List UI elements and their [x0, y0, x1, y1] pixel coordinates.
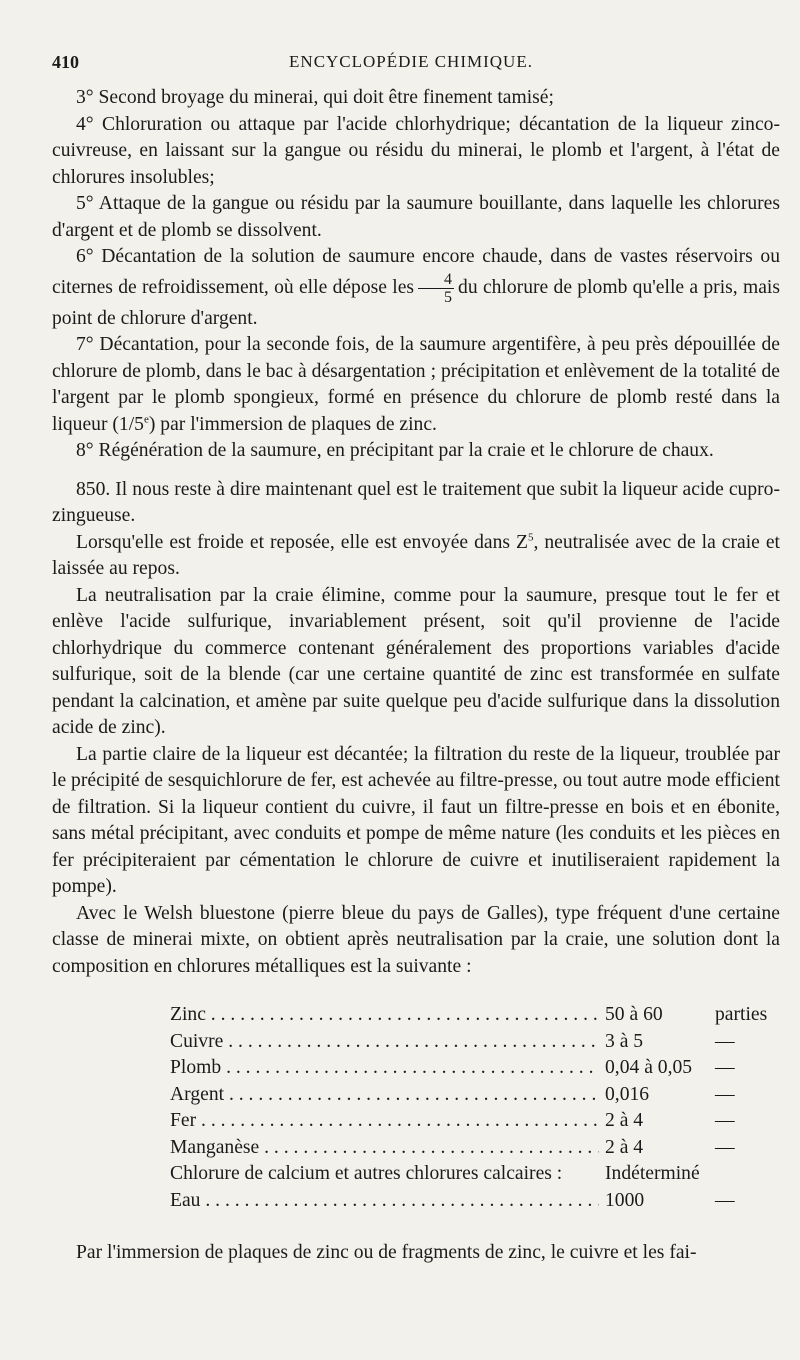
component-name: Zinc . . . [170, 1002, 599, 1029]
step-7-text-after: ) par l'immersion de plaques de zinc. [148, 413, 437, 435]
component-unit: — [715, 1110, 735, 1131]
paragraph-text-after: , neutralisée avec de la craie et laissée au repos. [52, 531, 780, 579]
fraction-denominator: 5 [444, 288, 453, 306]
step-6-text-after: du chlorure de plomb qu'elle a pris, mais point de chlorure d'argent. [52, 276, 780, 329]
step-5: 5° Attaque de la gangue ou résidu par la saumure bouillante, dans laquelle les chlorures d'argent et de plomb se dissolvent. [52, 193, 780, 241]
component-name: Argent . . . [170, 1082, 599, 1109]
running-title: ENCYCLOPÉDIE CHIMIQUE. [289, 52, 533, 71]
component-name: Eau . . . [170, 1188, 599, 1215]
composition-row [170, 1108, 770, 1135]
component-name: Chlorure de calcium et autres chlorures calcaires : [170, 1163, 563, 1184]
step-6-text-before: 6° Décantation de la solution de saumure encore chaude, dans de vastes réservoirs ou citernes de refroidissement, où elle dépose les [52, 246, 780, 298]
paragraph-neutralisation-start [52, 530, 780, 583]
paragraph-filtration: La partie claire de la liqueur est décantée; la filtration du reste de la liqueur, troublée par le précipité de sesquichlorure de fer, est achevée au filtre-presse, ou tout autre mode efficient de filtration. Si la liqueur contient du cuivre, il faut un filtre-presse en bois et en ébonite, sans métal précipitant, avec conduits et pompe de même nature (les conduits et les pièces en fer précipiteraient par cémentation le chlorure de cuivre et inutiliseraient rapidement la pompe). [52, 743, 780, 897]
step-7-superscript: e [143, 412, 149, 425]
component-value: 2 à 4 [605, 1110, 644, 1131]
step-8: 8° Régénération de la saumure, en précipitant par la craie et le chlorure de chaux. [76, 440, 714, 461]
step-3: 3° Second broyage du minerai, qui doit être finement tamisé; [76, 87, 554, 108]
page-number: 410 [52, 52, 79, 72]
component-name: Cuivre . . . [170, 1029, 599, 1056]
component-name: Manganèse . . . [170, 1135, 599, 1162]
component-value: 0,016 [605, 1083, 650, 1105]
component-value: 1000 [605, 1189, 645, 1211]
component-name: Plomb . . . [170, 1055, 599, 1082]
component-unit: — [715, 1189, 735, 1211]
composition-row [170, 1082, 770, 1109]
component-unit: — [715, 1030, 735, 1052]
composition-row [170, 1161, 770, 1188]
paragraph-welsh-bluestone: Avec le Welsh bluestone (pierre bleue du pays de Galles), type fréquent d'une certaine classe de minerai mixte, on obtient après neutralisation par la craie, une solution dont la composition en chlorures métalliques est la suivante : [52, 902, 780, 977]
paragraph-text-before: Lorsqu'elle est froide et reposée, elle est envoyée dans Z [76, 531, 528, 553]
composition-row [170, 1055, 770, 1082]
page-header [52, 52, 770, 78]
component-unit: — [715, 1057, 735, 1078]
component-unit: parties [715, 1004, 768, 1025]
component-value: 2 à 4 [605, 1136, 644, 1158]
paragraph-craie: La neutralisation par la craie élimine, comme pour la saumure, presque tout le fer et enlève l'acide sulfurique, invariablement présent, soit qu'il provienne de l'acide chlorhydrique du commerce contenant généralement des proportions variables d'acide sulfurique, soit de la blende (car une certaine quantité de zinc est transformée en sulfate pendant la calcination, et amène par suite quelque peu d'acide sulfurique dans la dissolution acide de zinc). [52, 584, 780, 738]
composition-table [170, 1002, 770, 1214]
composition-row [170, 1029, 770, 1056]
composition-row [170, 1002, 770, 1029]
paragraph-superscript: 5 [527, 530, 534, 543]
component-name: Fer . . . [170, 1108, 599, 1135]
component-value: 50 à 60 [605, 1004, 663, 1025]
step-4: 4° Chloruration ou attaque par l'acide chlorhydrique; décantation de la liqueur zinco-cuivreuse, en laissant sur la gangue ou résidu du minerai, le plomb et l'argent, à l'état de chlorures insolubles; [52, 113, 780, 188]
component-unit: — [715, 1136, 735, 1158]
component-unit: — [715, 1083, 735, 1105]
step-6 [52, 244, 780, 332]
step-7-text-before: 7° Décantation, pour la seconde fois, de la saumure argentifère, à peu près dépouillée de chlorure de plomb, dans le bac à désargentation ; précipitation et enlèvement de la totalité de l'argent par le plomb spongieux, formé en présence du chlorure de plomb resté dans la liqueur (1/5 [52, 334, 780, 435]
composition-row [170, 1188, 770, 1215]
paragraph-final-line: Par l'immersion de plaques de zinc ou de fragments de zinc, le cuivre et les fai- [76, 1242, 697, 1263]
section-spacer [52, 465, 780, 477]
fraction-four-fifths [418, 271, 454, 306]
fraction-numerator: 4 [418, 271, 454, 289]
page-body [52, 85, 780, 1267]
step-7 [52, 332, 780, 438]
component-value: 0,04 à 0,05 [605, 1057, 693, 1078]
component-value: 3 à 5 [605, 1030, 644, 1052]
paragraph-850: 850. Il nous reste à dire maintenant quel est le traitement que subit la liqueur acide cupro-zingueuse. [52, 478, 780, 526]
component-value: Indéterminé [605, 1163, 700, 1184]
composition-row [170, 1135, 770, 1162]
